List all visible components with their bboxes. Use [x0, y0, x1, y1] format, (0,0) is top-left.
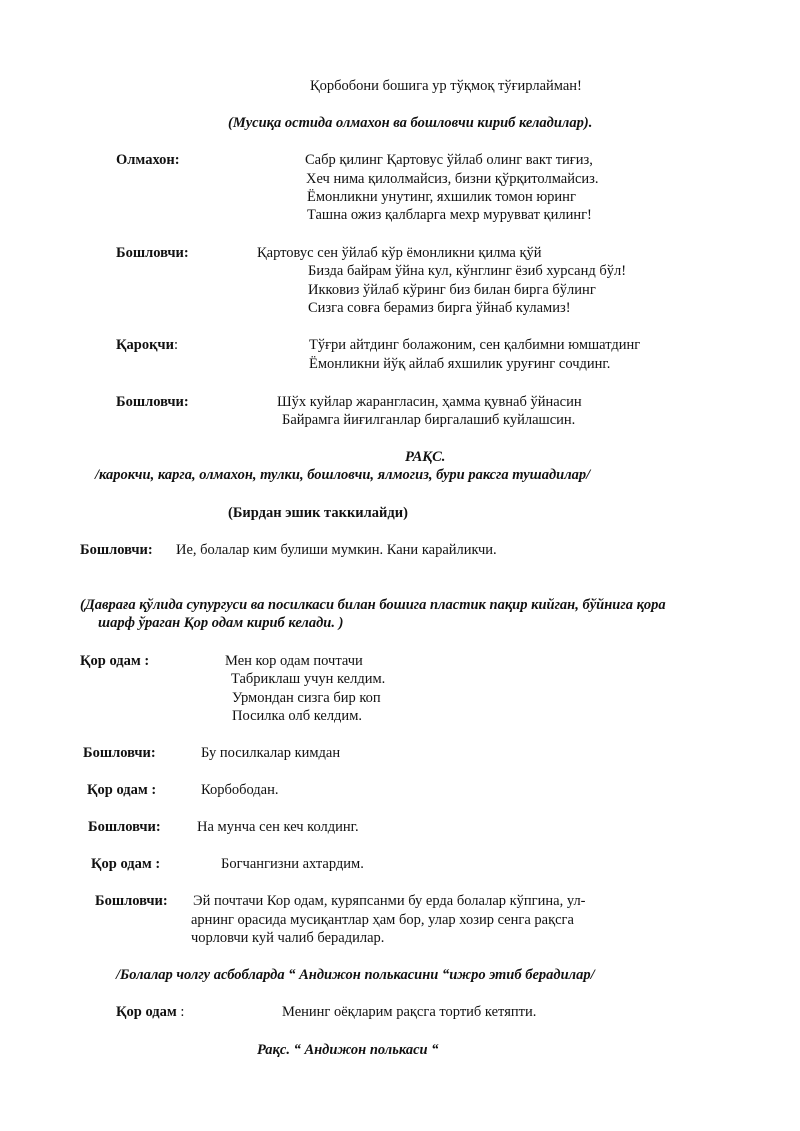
speaker-name: Қор одам :: [91, 856, 161, 872]
speaker-name-text: Қароқчи: [116, 337, 174, 353]
dialogue-line: арнинг орасида мусиқантлар ҳам бор, улар хозир сенга рақсга: [191, 912, 574, 928]
verse-line: Қартовус сен ўйлаб кўр ёмонликни қилма қўй: [257, 245, 542, 261]
verse-line: Байрамга йиғилганлар биргалашиб куйлашсин.: [282, 412, 576, 428]
stage-direction: (Мусиқа остида олмахон ва бошловчи кириб келадилар).: [228, 115, 593, 131]
stage-direction: /карокчи, карга, олмахон, тулки, бошловчи, ялмогиз, бури раксга тушадилар/: [95, 467, 591, 483]
verse-line: Сизга совға берамиз бирга ўйнаб куламиз!: [308, 300, 571, 316]
speaker-name-text: Қор одам: [116, 1004, 177, 1020]
speaker-colon: :: [176, 1004, 185, 1020]
dance-heading: РАҚС.: [405, 449, 446, 465]
verse-line: Бизда байрам ўйна кул, кўнглинг ёзиб хурсанд бўл!: [308, 263, 627, 279]
dialogue-line: Бу посилкалар кимдан: [201, 745, 341, 761]
speaker-name: Бошловчи:: [80, 542, 153, 558]
verse-line: Мен кор одам почтачи: [225, 653, 363, 669]
verse-line: Сабр қилинг Қартовус ўйлаб олинг вакт тиғиз,: [305, 152, 593, 168]
verse-line: Урмондан сизга бир коп: [232, 690, 381, 706]
dialogue-line: Корбободан.: [201, 782, 279, 798]
verse-line: Табриклаш учун келдим.: [231, 671, 386, 687]
speaker-name: Қор одам :: [87, 782, 157, 798]
dialogue-line: На мунча сен кеч колдинг.: [197, 819, 359, 835]
speaker-name: Бошловчи:: [116, 245, 189, 261]
dance-heading: Рақс. “ Андижон полькаси “: [257, 1042, 439, 1058]
speaker-name: Бошловчи:: [116, 394, 189, 410]
verse-line: Шўх куйлар жарангласин, ҳамма қувнаб ўйнасин: [277, 394, 582, 410]
dialogue-line: Менинг оёқларим рақсга тортиб кетяпти.: [282, 1004, 537, 1020]
verse-line: Тўғри айтдинг болажоним, сен қалбимни юмшатдинг: [309, 337, 641, 353]
verse-line: Икковиз ўйлаб кўринг биз билан бирга бўлинг: [308, 282, 596, 298]
stage-direction: (Бирдан эшик таккилайди): [228, 505, 408, 521]
verse-line: Посилка олб келдим.: [232, 708, 362, 724]
dialogue-line: Ие, болалар ким булиши мумкин. Кани карайликчи.: [176, 542, 497, 558]
verse-line: Ташна ожиз қалбларга мехр мурувват қилинг!: [307, 207, 592, 223]
dialogue-line: Эй почтачи Кор одам, куряпсанми бу ерда болалар кўпгина, ул-: [193, 893, 586, 909]
speaker-name: Бошловчи:: [83, 745, 156, 761]
stage-direction: шарф ўраган Қор одам кириб келади. ): [98, 615, 344, 631]
verse-line: Ёмонликни унутинг, яхшилик томон юринг: [307, 189, 576, 205]
speaker-name: Қор одам :: [80, 653, 150, 669]
stage-direction: (Давраға қўлида супургуси ва посилкаси билан бошига пластик пақир кийган, бўйнига қора: [80, 597, 666, 613]
speaker-colon: :: [173, 337, 178, 353]
verse-line: Қорбобони бошига ур тўқмоқ тўғирлайман!: [310, 78, 582, 94]
speaker-name: [116, 1005, 184, 1020]
speaker-name: Бошловчи:: [95, 893, 168, 909]
speaker-name: Бошловчи:: [88, 819, 161, 835]
dialogue-line: Богчангизни ахтардим.: [221, 856, 364, 872]
speaker-name: Олмахон:: [116, 152, 180, 168]
verse-line: Ёмонликни йўқ айлаб яхшилик уруғинг сочдинг.: [309, 356, 611, 372]
verse-line: Хеч нима қилолмайсиз, бизни қўрқитолмайсиз.: [306, 171, 599, 187]
stage-direction: /Болалар чолгу асбобларда “ Андижон полькасини “ижро этиб берадилар/: [116, 967, 595, 983]
speaker-name: [116, 338, 178, 353]
dialogue-line: чорловчи куй чалиб берадилар.: [191, 930, 385, 946]
